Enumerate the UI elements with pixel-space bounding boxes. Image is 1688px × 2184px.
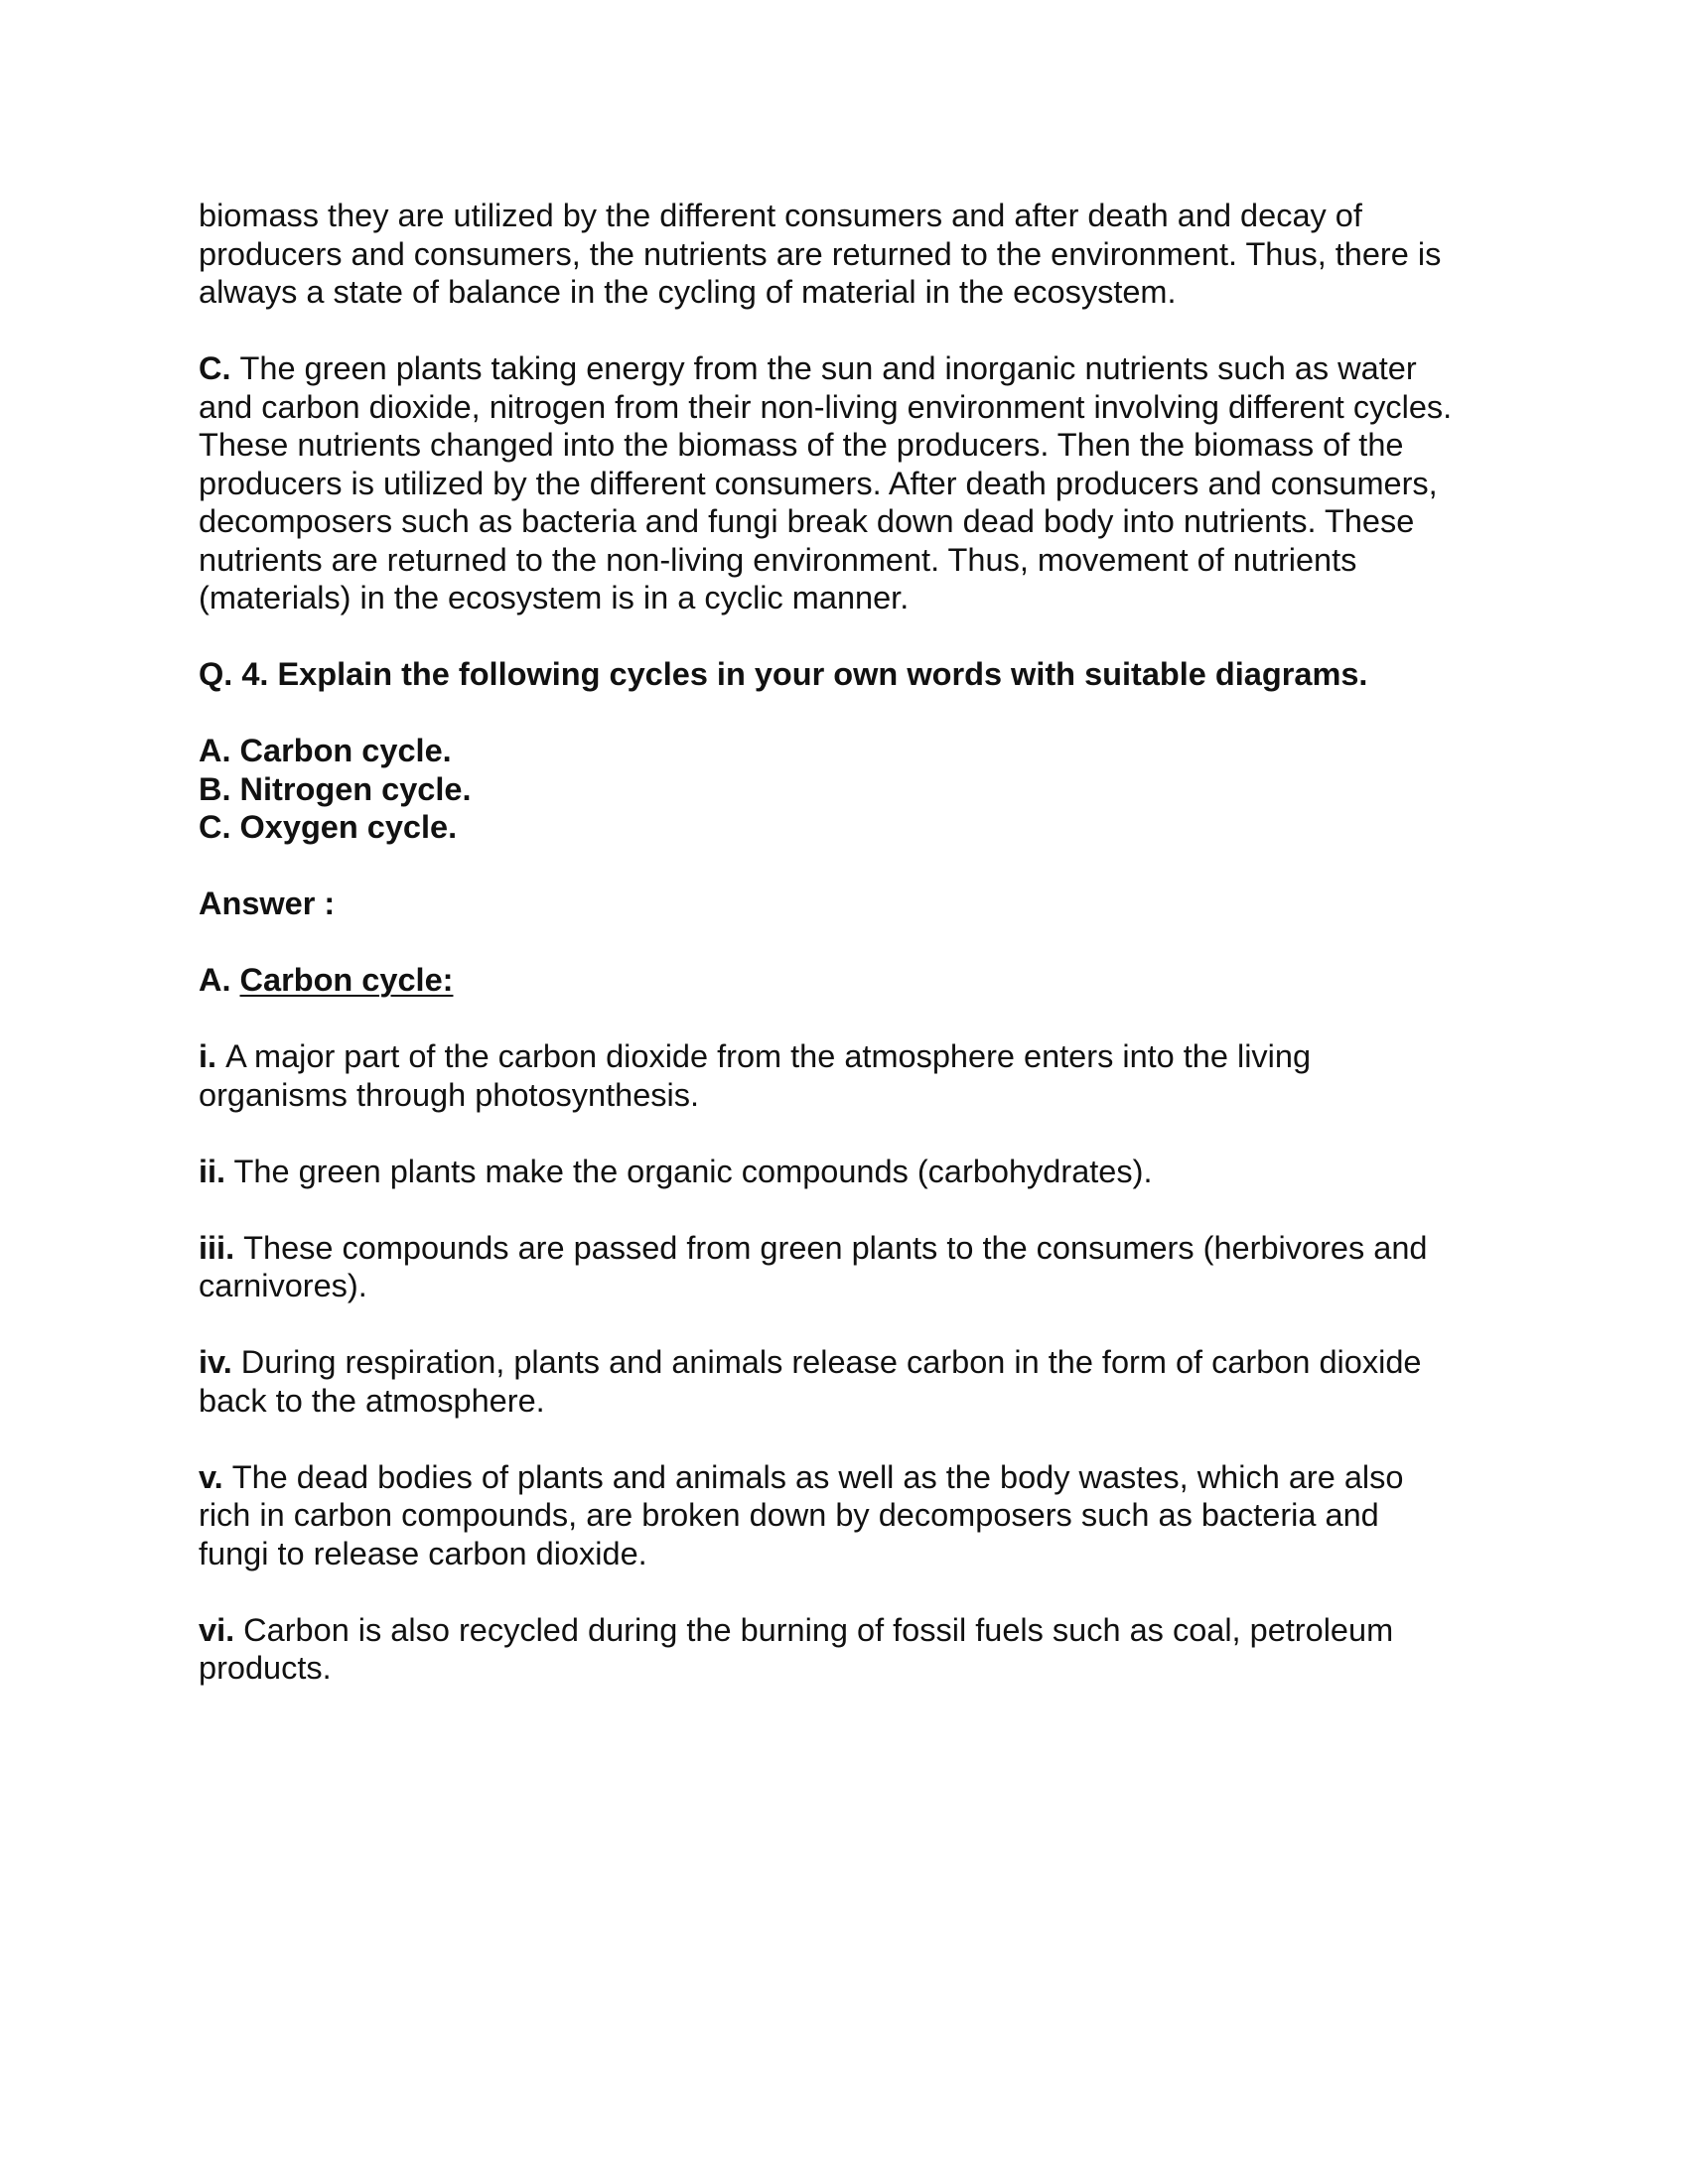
point-ii (199, 1153, 1509, 1191)
point-ii-text: The green plants make the organic compounds (carbohydrates). (225, 1153, 1153, 1189)
cycle-item-oxygen: C. Oxygen cycle. (199, 809, 458, 845)
point-ii-label: ii. (199, 1153, 226, 1189)
cycle-item-carbon: A. Carbon cycle. (199, 733, 452, 768)
intro-paragraph: biomass they are utilized by the different consumers and after death and decay of producers and consumers, the nutrients are returned to the environment. Thus, there is always a state of balance in the cycling of material in the ecosystem. (199, 198, 1442, 310)
point-iii: iii. These compounds are passed from green plants to the consumers (herbivores and carnivores). (199, 1229, 1428, 1303)
point-vi-label: vi. (199, 1611, 235, 1648)
point-iv: iv. During respiration, plants and animals release carbon in the form of carbon dioxide back to the atmosphere. (199, 1344, 1422, 1419)
point-i-label: i. (199, 1038, 217, 1074)
point-v-label: v. (199, 1458, 223, 1495)
carbon-heading-prefix: A. (199, 962, 240, 998)
point-i: i. A major part of the carbon dioxide from the atmosphere enters into the living organisms through photosynthesis. (199, 1038, 1312, 1113)
answer-label: Answer : (199, 886, 336, 921)
carbon-cycle-heading (199, 961, 1509, 1000)
question-heading: Q. 4. Explain the following cycles in your own words with suitable diagrams. (199, 656, 1368, 692)
point-v: v. The dead bodies of plants and animals as well as the body wastes, which are also rich in carbon compounds, are broken down by decomposers such as bacteria and fungi to release carbon dioxide. (199, 1458, 1404, 1571)
cycle-item-nitrogen: B. Nitrogen cycle. (199, 770, 472, 807)
point-iii-label: iii. (199, 1229, 235, 1266)
carbon-heading-title: Carbon cycle: (239, 962, 454, 998)
document-page (199, 197, 1509, 1725)
point-vi: vi. Carbon is also recycled during the burning of fossil fuels such as coal, petroleum products. (199, 1611, 1394, 1686)
section-c-paragraph: C. The green plants taking energy from the sun and inorganic nutrients such as water and carbon dioxide, nitrogen from their non-living environment involving different cycles. These nutrients changed into the biomass of the producers. Then the biomass of the producers is utilized by the different consumers. After death producers and consumers, decomposers such as bacteria and fungi break down dead body into nutrients. These nutrients are returned to the non-living environment. Thus, movement of nutrients (materials) in the ecosystem is in a cyclic manner. (199, 350, 1453, 615)
point-iv-label: iv. (199, 1344, 232, 1380)
section-c-label: C. (199, 350, 231, 386)
